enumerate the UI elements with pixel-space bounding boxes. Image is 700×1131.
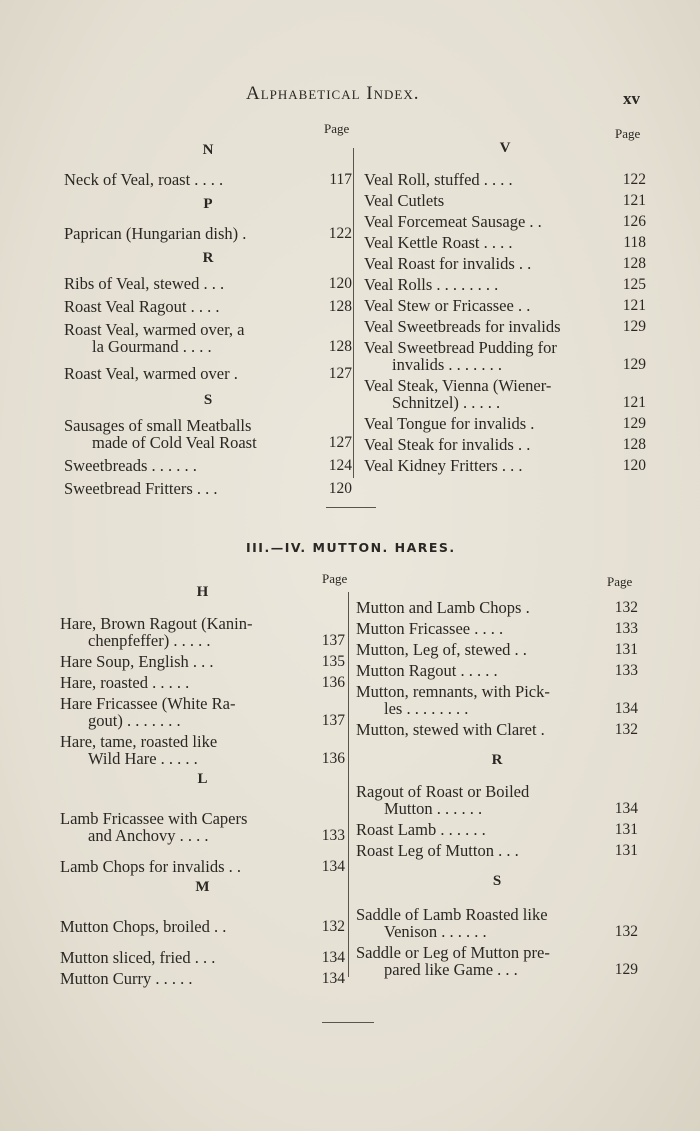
entry-title-continued: Mutton . . . . . .: [384, 799, 483, 818]
entry-title-continued: and Anchovy . . . .: [88, 826, 209, 845]
page-number: xv: [623, 89, 640, 108]
index-entry: [60, 674, 345, 691]
entry-title: Hare, tame, roasted like: [60, 732, 218, 751]
index-entry: [64, 275, 352, 292]
entry-page-number: 129: [622, 415, 646, 432]
entry-page-number: 121: [622, 297, 646, 314]
page-column-label: Page: [322, 571, 348, 586]
index-entry: [60, 695, 345, 729]
entry-title-continued: la Gourmand . . . .: [92, 337, 212, 356]
index-entry: [64, 480, 352, 497]
entry-title: Veal Kidney Fritters . . .: [364, 456, 523, 475]
index-letter-heading: L: [197, 771, 208, 787]
entry-title: Veal Steak, Vienna (Wiener-: [364, 376, 552, 395]
entry-title: Sweetbread Fritters . . .: [64, 479, 218, 498]
index-entry: [356, 662, 638, 679]
column-divider: [353, 148, 354, 478]
index-entry: [364, 276, 646, 293]
entry-page-number: 129: [614, 961, 638, 978]
index-entry: [64, 365, 352, 382]
entry-page-number: 126: [622, 213, 646, 230]
entry-title: Sweetbreads . . . . . .: [64, 456, 197, 475]
entry-title: Lamb Fricassee with Capers: [60, 809, 248, 828]
index-entry: [64, 321, 352, 355]
entry-title: Veal Kettle Roast . . . .: [364, 233, 513, 252]
index-entry: [356, 599, 638, 616]
index-entry: [356, 842, 638, 859]
entry-title-continued: gout) . . . . . . .: [88, 711, 181, 730]
index-entry: [60, 653, 345, 670]
entry-title-continued: Wild Hare . . . . .: [88, 749, 198, 768]
entry-title: Veal Stew or Fricassee . .: [364, 296, 531, 315]
index-entry: [356, 821, 638, 838]
index-letter-heading: H: [196, 584, 209, 600]
entry-page-number: 120: [328, 275, 352, 292]
entry-page-number: 132: [614, 923, 638, 940]
index-entry: [64, 298, 352, 315]
entry-title: Mutton Fricassee . . . .: [356, 619, 504, 638]
entry-title: Lamb Chops for invalids . .: [60, 857, 242, 876]
index-column-left: [60, 580, 345, 987]
entry-page-number: 120: [328, 480, 352, 497]
index-entry: [356, 641, 638, 658]
entry-title: Roast Veal, warmed over, a: [64, 320, 245, 339]
entry-page-number: 134: [614, 700, 638, 717]
entry-title: Neck of Veal, roast . . . .: [64, 170, 224, 189]
entry-title: Mutton Chops, broiled . .: [60, 917, 227, 936]
entry-title: Roast Veal Ragout . . . .: [64, 297, 220, 316]
entry-title: Veal Sweetbreads for invalids: [364, 317, 561, 336]
entry-page-number: 124: [328, 457, 352, 474]
entry-title: Saddle of Lamb Roasted like: [356, 905, 548, 924]
entry-title-continued: les . . . . . . . .: [384, 699, 469, 718]
entry-title: Veal Sweetbread Pudding for: [364, 338, 557, 357]
index-entry: [64, 171, 352, 188]
index-entry: [60, 918, 345, 935]
entry-page-number: 134: [614, 800, 638, 817]
index-entry: [356, 721, 638, 738]
entry-title: Mutton sliced, fried . . .: [60, 948, 216, 967]
entry-title: Mutton and Lamb Chops .: [356, 598, 530, 617]
entry-title: Roast Veal, warmed over .: [64, 364, 238, 383]
entry-page-number: 133: [614, 620, 638, 637]
entry-page-number: 132: [614, 721, 638, 738]
entry-page-number: 136: [321, 750, 345, 767]
entry-title: Paprican (Hungarian dish) .: [64, 224, 247, 243]
index-entry: [356, 783, 638, 817]
entry-page-number: 122: [328, 225, 352, 242]
index-entry: [364, 213, 646, 230]
entry-title: Veal Tongue for invalids .: [364, 414, 535, 433]
page-column-label: Page: [324, 121, 350, 136]
entry-page-number: 122: [622, 171, 646, 188]
entry-page-number: 134: [321, 970, 345, 987]
entry-page-number: 127: [328, 434, 352, 451]
entry-page-number: 132: [614, 599, 638, 616]
entry-title: Hare, Brown Ragout (Kanin-: [60, 614, 253, 633]
index-entry: [364, 318, 646, 335]
entry-page-number: 131: [614, 821, 638, 838]
entry-title: Hare Fricassee (White Ra-: [60, 694, 236, 713]
entry-title: Roast Leg of Mutton . . .: [356, 841, 519, 860]
entry-page-number: 121: [622, 394, 646, 411]
entry-page-number: 127: [328, 365, 352, 382]
index-entry: [364, 436, 646, 453]
entry-title: Sausages of small Meatballs: [64, 416, 252, 435]
index-entry: [364, 234, 646, 251]
index-entry: [60, 615, 345, 649]
section-divider: [326, 507, 376, 508]
entry-page-number: 117: [329, 171, 352, 188]
index-entry: [364, 297, 646, 314]
index-letter-heading: M: [195, 879, 210, 895]
index-letter-heading: S: [203, 392, 213, 408]
entry-page-number: 128: [328, 298, 352, 315]
page-column-label: Page: [615, 126, 641, 141]
entry-title-continued: made of Cold Veal Roast: [92, 433, 257, 452]
column-divider: [348, 592, 349, 977]
entry-page-number: 128: [622, 436, 646, 453]
entry-title: Veal Roast for invalids . .: [364, 254, 532, 273]
entry-title: Roast Lamb . . . . . .: [356, 820, 486, 839]
running-head: Alphabetical Index.: [246, 83, 420, 104]
entry-title: Veal Forcemeat Sausage . .: [364, 212, 542, 231]
index-letter-heading: N: [202, 142, 214, 158]
page-column-label: Page: [607, 574, 633, 589]
index-entry: [64, 457, 352, 474]
entry-page-number: 136: [321, 674, 345, 691]
index-letter-heading: R: [202, 250, 214, 266]
index-entry: [364, 415, 646, 432]
entry-page-number: 134: [321, 949, 345, 966]
index-letter-heading: V: [499, 140, 511, 156]
index-entry: [60, 949, 345, 966]
entry-title: Veal Roll, stuffed . . . .: [364, 170, 513, 189]
entry-page-number: 133: [321, 827, 345, 844]
index-letter-heading: S: [492, 873, 502, 889]
entry-page-number: 134: [321, 858, 345, 875]
entry-title: Ribs of Veal, stewed . . .: [64, 274, 225, 293]
entry-page-number: 128: [622, 255, 646, 272]
entry-page-number: 118: [623, 234, 646, 251]
index-entry: [64, 417, 352, 451]
index-entry: [364, 192, 646, 209]
entry-title: Veal Cutlets: [364, 191, 445, 210]
section-divider: [322, 1022, 374, 1023]
index-entry: [364, 377, 646, 411]
entry-page-number: 129: [622, 356, 646, 373]
entry-title: Hare, roasted . . . . .: [60, 673, 190, 692]
entry-title-continued: pared like Game . . .: [384, 960, 518, 979]
entry-page-number: 128: [328, 338, 352, 355]
index-entry: [356, 683, 638, 717]
index-entry: [60, 733, 345, 767]
index-entry: [356, 906, 638, 940]
entry-title-continued: chenpfeffer) . . . . .: [88, 631, 211, 650]
index-entry: [60, 858, 345, 875]
index-entry: [356, 944, 638, 978]
entry-title-continued: Schnitzel) . . . . .: [392, 393, 501, 412]
entry-title: Mutton, remnants, with Pick-: [356, 682, 550, 701]
entry-page-number: 121: [622, 192, 646, 209]
index-entry: [60, 810, 345, 844]
entry-title: Mutton, Leg of, stewed . .: [356, 640, 527, 659]
entry-title: Mutton Curry . . . . .: [60, 969, 193, 988]
index-column-left: [64, 132, 352, 497]
index-column-right: [356, 595, 638, 978]
entry-title: Veal Rolls . . . . . . . .: [364, 275, 499, 294]
entry-title-continued: Venison . . . . . .: [384, 922, 487, 941]
entry-title: Veal Steak for invalids . .: [364, 435, 531, 454]
index-column-right: [364, 136, 646, 474]
entry-title: Mutton, stewed with Claret .: [356, 720, 545, 739]
index-entry: [364, 339, 646, 373]
index-entry: [356, 620, 638, 637]
entry-page-number: 125: [622, 276, 646, 293]
entry-page-number: 135: [321, 653, 345, 670]
entry-page-number: 131: [614, 641, 638, 658]
section-title: III.—IV. MUTTON. HARES.: [246, 540, 456, 555]
entry-page-number: 137: [321, 632, 345, 649]
entry-title: Ragout of Roast or Boiled: [356, 782, 530, 801]
entry-title: Hare Soup, English . . .: [60, 652, 214, 671]
entry-page-number: 129: [622, 318, 646, 335]
index-entry: [60, 970, 345, 987]
entry-title: Mutton Ragout . . . . .: [356, 661, 498, 680]
entry-title: Saddle or Leg of Mutton pre-: [356, 943, 550, 962]
entry-page-number: 137: [321, 712, 345, 729]
entry-page-number: 132: [321, 918, 345, 935]
entry-page-number: 131: [614, 842, 638, 859]
entry-page-number: 133: [614, 662, 638, 679]
index-entry: [364, 171, 646, 188]
index-entry: [364, 255, 646, 272]
index-letter-heading: R: [491, 752, 503, 768]
index-entry: [64, 225, 352, 242]
index-letter-heading: P: [203, 196, 213, 212]
entry-title-continued: invalids . . . . . . .: [392, 355, 502, 374]
index-entry: [364, 457, 646, 474]
entry-page-number: 120: [622, 457, 646, 474]
